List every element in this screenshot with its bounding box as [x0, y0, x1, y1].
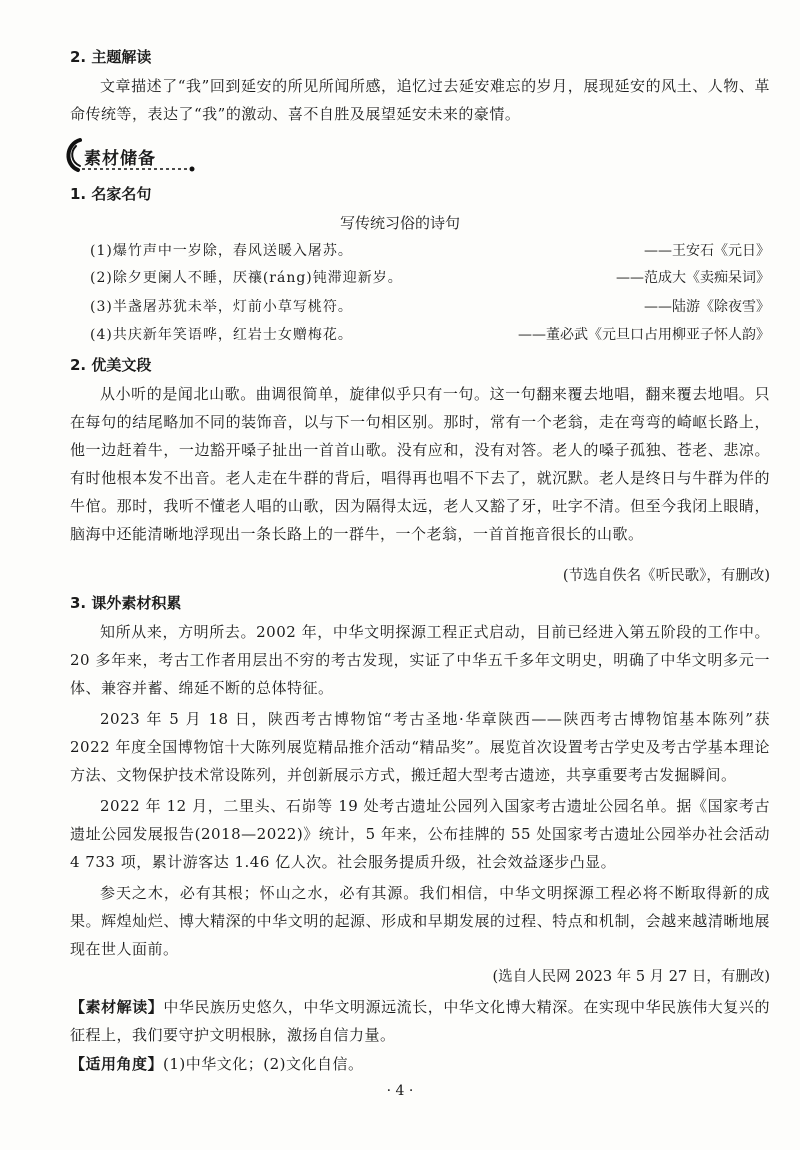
poem-line: [90, 324, 770, 348]
extra-heading: 3. 课外素材积累: [70, 594, 182, 612]
extra-paragraph: 2023 年 5 月 18 日，陕西考古博物馆“考古圣地·华章陕西——陕西考古博物馆基本陈列”获 2022 年度全国博物馆十大陈列展览精品推介活动“精品奖”。展览首次设置考古学史及考古学基本理论方法、文物保护技术常设陈列，并创新展示方式，搬迁超大型考古遗迹，共享重要考古发掘瞬间。: [70, 710, 770, 784]
interpret-block: [70, 993, 770, 1049]
interpret-text: 中华民族历史悠久，中华文明源远流长，中华文化博大精深。在实现中华民族伟大复兴的征程上，我们要守护文明根脉，激扬自信力量。: [70, 998, 770, 1044]
poem-text: (2)除夕更阑人不睡，厌禳(ráng)钝滞迎新岁。: [90, 270, 403, 286]
poem-text: (4)共庆新年笑语哗，红岩士女赠梅花。: [90, 327, 353, 343]
prose-heading: 2. 优美文段: [70, 356, 152, 374]
banner-title: 素材储备: [84, 149, 156, 169]
angle-tag: 【适用角度】: [70, 1055, 164, 1073]
poem-author: ——范成大《卖痴呆词》: [616, 270, 770, 286]
materials-banner: [62, 136, 202, 174]
poem-author: ——王安石《元日》: [644, 243, 770, 259]
prose-text: 从小听的是闻北山歌。曲调很简单，旋律似乎只有一句。这一句翻来覆去地唱，翻来覆去地唱。只在每句的结尾略加不同的装饰音，以与下一句相区别。那时，常有一个老翁，走在弯弯的崎岖长路上，他一边赶着牛，一边豁开嗓子扯出一首首山歌。没有应和，没有对答。老人的嗓子孤独、苍老、悲凉。有时他根本发不出音。老人走在牛群的背后，唱得再也唱不下去了，就沉默。老人是终日与牛群为伴的牛倌。那时，我听不懂老人唱的山歌，因为隔得太远，老人又豁了牙，吐字不清。但至今我闭上眼睛，脑海中还能清晰地浮现出一条长路上的一群牛，一个老翁，一首首拖音很长的山歌。: [70, 385, 770, 543]
poem-title: 写传统习俗的诗句: [339, 214, 460, 232]
famous-heading: 1. 名家名句: [70, 185, 152, 203]
extra-source: (选自人民网 2023 年 5 月 27 日，有删改): [492, 969, 770, 985]
theme-text: 文章描述了“我”回到延安的所见所闻所感，追忆过去延安难忘的岁月，展现延安的风土、人物、革命传统等，表达了“我”的激动、喜不自胜及展望延安未来的豪情。: [70, 77, 770, 123]
poem-line: [90, 296, 770, 320]
poem-text: (1)爆竹声中一岁除，春风送暖入屠苏。: [90, 243, 353, 259]
angle-text: (1)中华文化；(2)文化自信。: [163, 1055, 364, 1073]
theme-heading: 2. 主题解读: [70, 48, 152, 66]
interpret-tag: 【素材解读】: [70, 998, 164, 1016]
prose-source: (节选自佚名《听民歌》，有删改): [562, 568, 770, 584]
poem-author: ——陆游《除夜雪》: [644, 299, 770, 315]
poem-text: (3)半盏屠苏犹未举，灯前小草写桃符。: [90, 299, 353, 315]
poem-line: [90, 240, 770, 264]
extra-paragraph: 2022 年 12 月，二里头、石峁等 19 处考古遗址公园列入国家考古遗址公园名单。据《国家考古遗址公园发展报告(2018—2022)》统计，5 年来，公布挂牌的 55 处国家考古遗址公园举办社会活动 4 733 项，累计游客达 1.46 亿人次。社会服务提质升级，社会效益逐步凸显。: [70, 797, 770, 871]
poem-line: [90, 267, 770, 291]
poem-author: ——董必武《元旦口占用柳亚子怀人韵》: [518, 327, 770, 343]
extra-paragraph: 参天之木，必有其根；怀山之水，必有其源。我们相信，中华文明探源工程必将不断取得新的成果。辉煌灿烂、博大精深的中华文明的起源、形成和早期发展的过程、特点和机制，会越来越清晰地展现在世人面前。: [70, 884, 770, 958]
extra-paragraph: 知所从来，方明所去。2002 年，中华文明探源工程正式启动，目前已经进入第五阶段的工作中。20 多年来，考古工作者用层出不穷的考古发现，实证了中华五千多年文明史，明确了中华文明多元一体、兼容并蓄、绵延不断的总体特征。: [70, 623, 770, 697]
angle-block: [70, 1050, 770, 1078]
page-number: · 4 ·: [386, 1083, 414, 1099]
